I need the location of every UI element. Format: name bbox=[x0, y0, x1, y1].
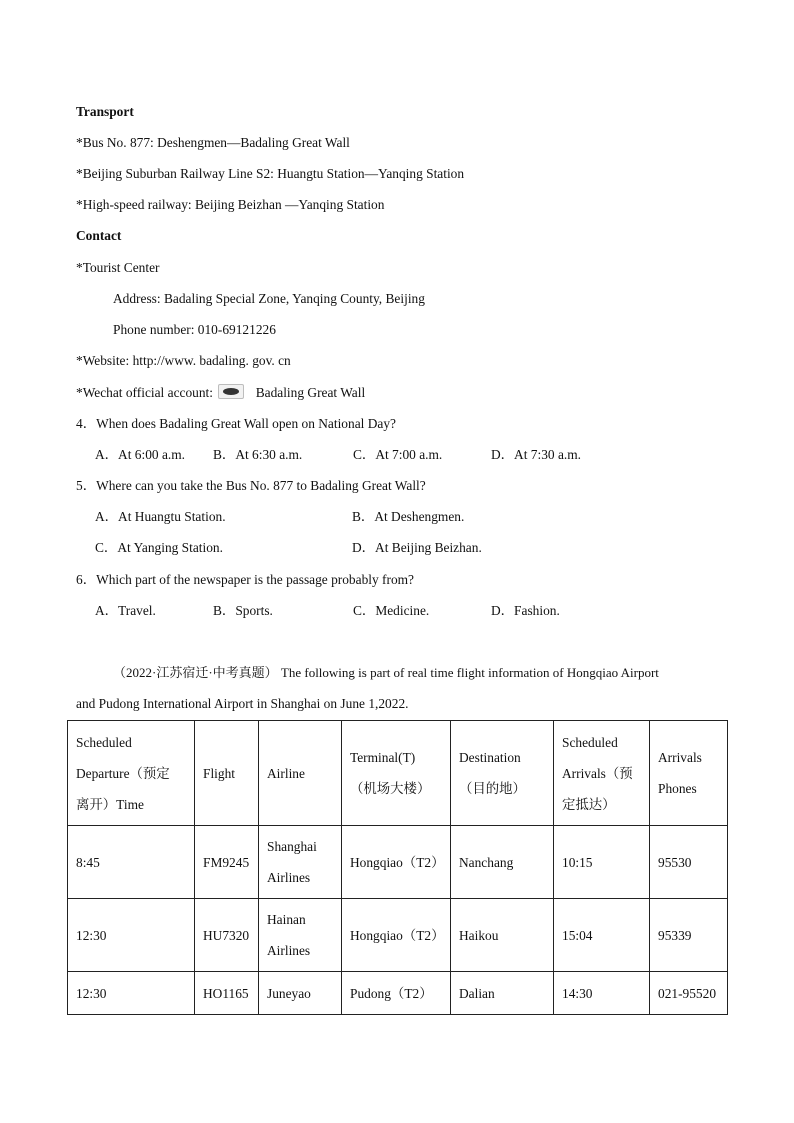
flight-info-table bbox=[67, 720, 728, 1015]
cell-destination: Nanchang bbox=[451, 826, 554, 899]
contact-tourist-center: *Tourist Center bbox=[76, 260, 160, 275]
header-airline: Airline bbox=[259, 721, 342, 826]
cell-arrival: 15:04 bbox=[554, 899, 650, 972]
contact-heading: Contact bbox=[76, 228, 122, 243]
passage-intro-line-1: （2022·江苏宿迁·中考真题） The following is part of real time flight information of Hongqiao Airport bbox=[113, 665, 659, 680]
cell-phone: 021-95520 bbox=[650, 972, 728, 1015]
cell-airline: Shanghai Airlines bbox=[259, 826, 342, 899]
cell-departure: 12:30 bbox=[68, 899, 195, 972]
question-4-option-c: C．At 7:00 a.m. bbox=[353, 447, 443, 462]
question-6-option-d: D．Fashion. bbox=[491, 603, 560, 618]
question-5-option-b: B．At Deshengmen. bbox=[352, 509, 465, 524]
cell-flight: HO1165 bbox=[195, 972, 259, 1015]
question-6-option-a: A．Travel. bbox=[95, 603, 156, 618]
question-5-stem: 5．Where can you take the Bus No. 877 to Badaling Great Wall? bbox=[76, 478, 426, 493]
transport-heading: Transport bbox=[76, 104, 134, 119]
cell-phone: 95530 bbox=[650, 826, 728, 899]
question-6-option-b: B．Sports. bbox=[213, 603, 273, 618]
cell-destination: Dalian bbox=[451, 972, 554, 1015]
cell-terminal: Pudong（T2） bbox=[342, 972, 451, 1015]
contact-website: *Website: http://www. badaling. gov. cn bbox=[76, 353, 291, 368]
question-4-option-d: D．At 7:30 a.m. bbox=[491, 447, 582, 462]
cell-arrival: 14:30 bbox=[554, 972, 650, 1015]
question-4-stem: 4．When does Badaling Great Wall open on National Day? bbox=[76, 416, 396, 431]
header-scheduled-arrivals: Scheduled Arrivals（预 定抵达） bbox=[554, 721, 650, 826]
cell-terminal: Hongqiao（T2） bbox=[342, 826, 451, 899]
transport-bus: *Bus No. 877: Deshengmen—Badaling Great Wall bbox=[76, 135, 350, 150]
passage-intro-line-2: and Pudong International Airport in Shanghai on June 1,2022. bbox=[76, 696, 409, 711]
question-5-option-a: A．At Huangtu Station. bbox=[95, 509, 226, 524]
question-6-option-c: C．Medicine. bbox=[353, 603, 430, 618]
contact-wechat bbox=[76, 384, 365, 401]
wechat-qr-icon bbox=[218, 384, 244, 399]
cell-departure: 12:30 bbox=[68, 972, 195, 1015]
cell-terminal: Hongqiao（T2） bbox=[342, 899, 451, 972]
cell-flight: FM9245 bbox=[195, 826, 259, 899]
header-destination: Destination （目的地） bbox=[451, 721, 554, 826]
contact-phone: Phone number: 010-69121226 bbox=[113, 322, 276, 337]
header-scheduled-departure: Scheduled Departure（预定 离开）Time bbox=[68, 721, 195, 826]
header-flight: Flight bbox=[195, 721, 259, 826]
table-header-row bbox=[68, 721, 728, 826]
cell-airline: Juneyao bbox=[259, 972, 342, 1015]
question-6-stem: 6．Which part of the newspaper is the passage probably from? bbox=[76, 572, 415, 587]
cell-destination: Haikou bbox=[451, 899, 554, 972]
table-row bbox=[68, 899, 728, 972]
contact-address: Address: Badaling Special Zone, Yanqing County, Beijing bbox=[113, 291, 425, 306]
cell-departure: 8:45 bbox=[68, 826, 195, 899]
cell-arrival: 10:15 bbox=[554, 826, 650, 899]
header-terminal: Terminal(T) （机场大楼） bbox=[342, 721, 451, 826]
cell-airline: Hainan Airlines bbox=[259, 899, 342, 972]
transport-railway: *Beijing Suburban Railway Line S2: Huangtu Station—Yanqing Station bbox=[76, 166, 465, 181]
question-5-option-d: D．At Beijing Beizhan. bbox=[352, 540, 482, 555]
question-4-option-a: A．At 6:00 a.m. bbox=[95, 447, 186, 462]
question-4-option-b: B．At 6:30 a.m. bbox=[213, 447, 303, 462]
cell-flight: HU7320 bbox=[195, 899, 259, 972]
table-row bbox=[68, 972, 728, 1015]
transport-highspeed: *High-speed railway: Beijing Beizhan —Yanqing Station bbox=[76, 197, 385, 212]
wechat-name: Badaling Great Wall bbox=[255, 385, 366, 400]
cell-phone: 95339 bbox=[650, 899, 728, 972]
question-5-option-c: C．At Yanging Station. bbox=[95, 540, 223, 555]
wechat-label: *Wechat official account: bbox=[76, 385, 213, 400]
header-arrivals-phones: Arrivals Phones bbox=[650, 721, 728, 826]
table-row bbox=[68, 826, 728, 899]
